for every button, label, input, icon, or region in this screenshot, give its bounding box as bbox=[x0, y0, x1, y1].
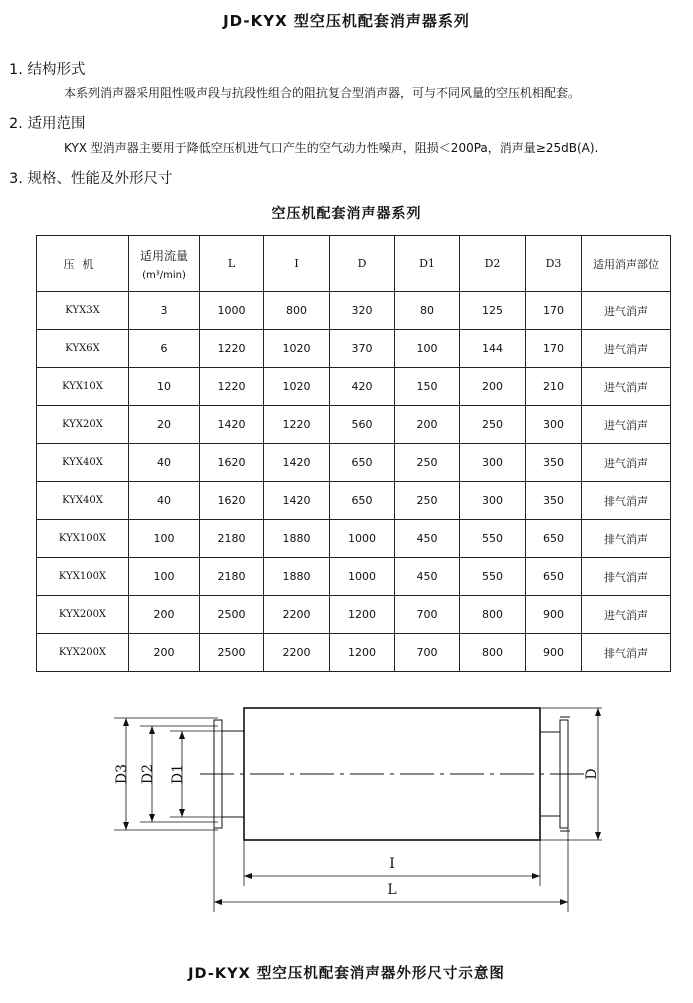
table-row bbox=[37, 520, 671, 558]
table-cell: 250 bbox=[460, 406, 526, 444]
dimension-diagram bbox=[100, 690, 620, 920]
table-cell: 10 bbox=[129, 368, 200, 406]
table-cell: 1620 bbox=[200, 482, 264, 520]
document-title: JD-KYX 型空压机配套消声器系列 bbox=[223, 12, 470, 30]
table-cell: 1220 bbox=[264, 406, 330, 444]
table-cell: 170 bbox=[526, 330, 582, 368]
header-D1: D1 bbox=[395, 236, 460, 292]
table-cell: 370 bbox=[330, 330, 395, 368]
table-cell: 200 bbox=[129, 634, 200, 672]
table-cell: 3 bbox=[129, 292, 200, 330]
table-cell: 1420 bbox=[264, 444, 330, 482]
label-L: L bbox=[387, 882, 397, 898]
table-row bbox=[37, 482, 671, 520]
table-cell: 650 bbox=[526, 520, 582, 558]
table-cell: 1220 bbox=[200, 330, 264, 368]
table-cell: 1000 bbox=[330, 558, 395, 596]
section-1-text: 本系列消声器采用阻性吸声段与抗段性组合的阻抗复合型消声器，可与不同风量的空压机相配套。 bbox=[64, 86, 581, 100]
table-row bbox=[37, 292, 671, 330]
header-flow-unit: (m³/min) bbox=[142, 269, 186, 281]
header-D2: D2 bbox=[460, 236, 526, 292]
table-cell: 250 bbox=[395, 482, 460, 520]
table-row bbox=[37, 368, 671, 406]
table-cell: 2500 bbox=[200, 634, 264, 672]
table-cell: 210 bbox=[526, 368, 582, 406]
table-cell: 125 bbox=[460, 292, 526, 330]
table-cell: 进气消声 bbox=[582, 444, 671, 482]
table-cell: 1000 bbox=[330, 520, 395, 558]
table-cell: 40 bbox=[129, 444, 200, 482]
table-cell: 350 bbox=[526, 444, 582, 482]
section-2-text: KYX 型消声器主要用于降低空压机进气口产生的空气动力性噪声，阻损＜200Pa，消声量≥25dB(A). bbox=[64, 141, 599, 155]
table-cell: 进气消声 bbox=[582, 406, 671, 444]
table-cell: 2500 bbox=[200, 596, 264, 634]
cell-model: KYX100X bbox=[37, 558, 129, 596]
table-cell: 450 bbox=[395, 558, 460, 596]
table-cell: 进气消声 bbox=[582, 292, 671, 330]
table-cell: 40 bbox=[129, 482, 200, 520]
table-cell: 20 bbox=[129, 406, 200, 444]
table-cell: 800 bbox=[264, 292, 330, 330]
table-cell: 300 bbox=[460, 482, 526, 520]
table-cell: 300 bbox=[460, 444, 526, 482]
table-cell: 800 bbox=[460, 596, 526, 634]
label-D2: D2 bbox=[140, 763, 156, 785]
header-D3: D3 bbox=[526, 236, 582, 292]
cell-model: KYX40X bbox=[37, 444, 129, 482]
table-cell: 350 bbox=[526, 482, 582, 520]
table-cell: 150 bbox=[395, 368, 460, 406]
table-cell: 2180 bbox=[200, 558, 264, 596]
table-cell: 900 bbox=[526, 596, 582, 634]
table-cell: 1200 bbox=[330, 596, 395, 634]
cell-model: KYX10X bbox=[37, 368, 129, 406]
table-cell: 80 bbox=[395, 292, 460, 330]
table-row bbox=[37, 596, 671, 634]
label-D: D bbox=[584, 768, 600, 780]
table-cell: 420 bbox=[330, 368, 395, 406]
header-flow-label: 适用流量 bbox=[139, 248, 188, 263]
header-part: 适用消声部位 bbox=[582, 236, 671, 292]
cell-model: KYX200X bbox=[37, 596, 129, 634]
table-cell: 800 bbox=[460, 634, 526, 672]
table-cell: 1880 bbox=[264, 520, 330, 558]
table-cell: 700 bbox=[395, 634, 460, 672]
cell-model: KYX100X bbox=[37, 520, 129, 558]
header-I: I bbox=[264, 236, 330, 292]
table-cell: 排气消声 bbox=[582, 634, 671, 672]
table-cell: 550 bbox=[460, 520, 526, 558]
table-row bbox=[37, 406, 671, 444]
table-header-row bbox=[37, 236, 671, 292]
table-title: 空压机配套消声器系列 bbox=[271, 206, 422, 222]
table-cell: 250 bbox=[395, 444, 460, 482]
table-cell: 200 bbox=[460, 368, 526, 406]
label-D3: D3 bbox=[114, 763, 130, 785]
table-cell: 650 bbox=[330, 444, 395, 482]
table-row bbox=[37, 634, 671, 672]
table-cell: 560 bbox=[330, 406, 395, 444]
section-2-heading: 2. 适用范围 bbox=[9, 116, 86, 132]
table-cell: 100 bbox=[395, 330, 460, 368]
table-cell: 进气消声 bbox=[582, 330, 671, 368]
table-cell: 1020 bbox=[264, 368, 330, 406]
cell-model: KYX3X bbox=[37, 292, 129, 330]
table-cell: 1020 bbox=[264, 330, 330, 368]
table-cell: 100 bbox=[129, 558, 200, 596]
table-cell: 450 bbox=[395, 520, 460, 558]
table-cell: 排气消声 bbox=[582, 558, 671, 596]
table-cell: 排气消声 bbox=[582, 520, 671, 558]
table-cell: 300 bbox=[526, 406, 582, 444]
section-3-heading: 3. 规格、性能及外形尺寸 bbox=[9, 171, 173, 187]
label-I: I bbox=[389, 856, 395, 872]
table-cell: 1200 bbox=[330, 634, 395, 672]
header-D: D bbox=[330, 236, 395, 292]
label-D1: D1 bbox=[170, 763, 186, 785]
table-row bbox=[37, 444, 671, 482]
figure-caption: JD-KYX 型空压机配套消声器外形尺寸示意图 bbox=[188, 966, 505, 982]
table-cell: 1000 bbox=[200, 292, 264, 330]
table-cell: 2200 bbox=[264, 596, 330, 634]
cell-model: KYX200X bbox=[37, 634, 129, 672]
table-cell: 550 bbox=[460, 558, 526, 596]
table-cell: 100 bbox=[129, 520, 200, 558]
header-flow bbox=[129, 236, 200, 292]
table-cell: 700 bbox=[395, 596, 460, 634]
table-cell: 320 bbox=[330, 292, 395, 330]
table-cell: 1420 bbox=[200, 406, 264, 444]
table-row bbox=[37, 330, 671, 368]
table-cell: 进气消声 bbox=[582, 596, 671, 634]
table-cell: 进气消声 bbox=[582, 368, 671, 406]
table-body bbox=[37, 292, 671, 672]
table-cell: 1420 bbox=[264, 482, 330, 520]
table-cell: 2180 bbox=[200, 520, 264, 558]
spec-table bbox=[36, 235, 671, 672]
table-cell: 1880 bbox=[264, 558, 330, 596]
table-cell: 650 bbox=[526, 558, 582, 596]
table-cell: 200 bbox=[395, 406, 460, 444]
table-cell: 排气消声 bbox=[582, 482, 671, 520]
table-row bbox=[37, 558, 671, 596]
header-model: 压机 bbox=[37, 236, 129, 292]
table-cell: 1620 bbox=[200, 444, 264, 482]
cell-model: KYX40X bbox=[37, 482, 129, 520]
table-cell: 144 bbox=[460, 330, 526, 368]
table-cell: 650 bbox=[330, 482, 395, 520]
table-cell: 2200 bbox=[264, 634, 330, 672]
table-cell: 170 bbox=[526, 292, 582, 330]
table-cell: 1220 bbox=[200, 368, 264, 406]
table-cell: 6 bbox=[129, 330, 200, 368]
cell-model: KYX20X bbox=[37, 406, 129, 444]
cell-model: KYX6X bbox=[37, 330, 129, 368]
table-cell: 900 bbox=[526, 634, 582, 672]
header-L: L bbox=[200, 236, 264, 292]
table-cell: 200 bbox=[129, 596, 200, 634]
section-1-heading: 1. 结构形式 bbox=[9, 62, 86, 78]
